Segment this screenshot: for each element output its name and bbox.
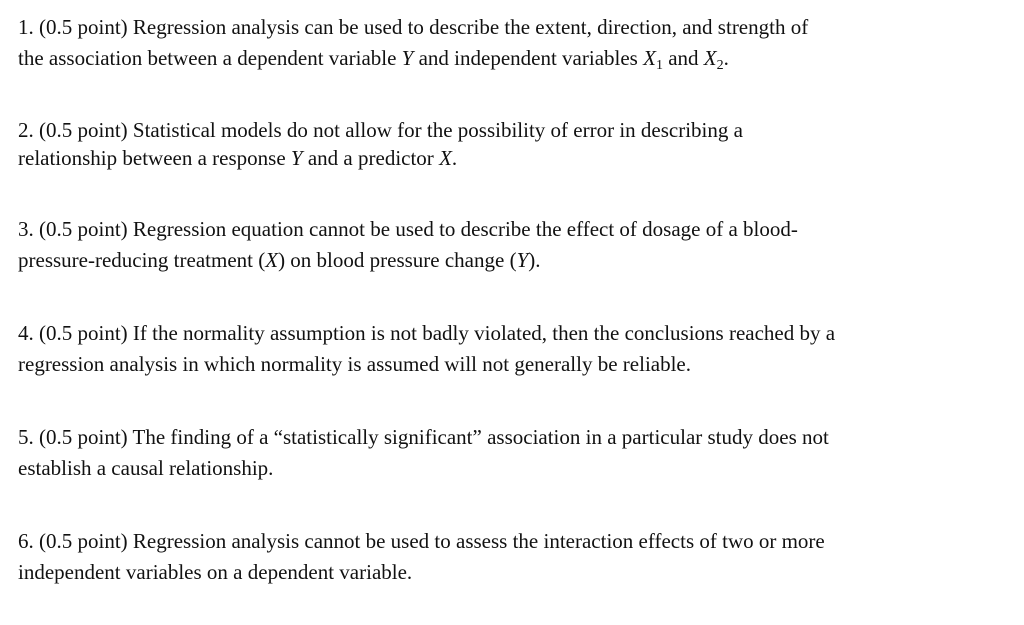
q2-text-mid: and a predictor <box>302 146 440 170</box>
question-4-line-2: regression analysis in which normality is assumed will not generally be reliable. <box>18 352 692 376</box>
question-1 <box>18 12 1008 74</box>
question-6-line-1: 6. (0.5 point) Regression analysis cannot be used to assess the interaction effects of two or more <box>18 529 825 553</box>
q2-var-y: Y <box>290 146 303 170</box>
q1-subscript-2: 2 <box>716 58 724 73</box>
q1-text-end: . <box>723 46 729 70</box>
q3-text-end: ). <box>528 248 541 272</box>
question-1-line-1: 1. (0.5 point) Regression analysis can be used to describe the extent, direction, and strength of <box>18 15 809 39</box>
q1-text-mid: and independent variables <box>413 46 644 70</box>
question-3-line-2 <box>18 245 1008 276</box>
question-6-line-2: independent variables on a dependent variable. <box>18 560 413 584</box>
question-6 <box>18 526 1008 588</box>
q3-text-mid: ) on blood pressure change ( <box>278 248 517 272</box>
q1-var-y: Y <box>401 46 414 70</box>
q1-text-and: and <box>662 46 704 70</box>
q1-var-x2: X <box>703 46 717 70</box>
question-2-line-2 <box>18 144 1008 172</box>
question-4 <box>18 318 1008 380</box>
q3-var-y: Y <box>516 248 529 272</box>
q3-text-pre: pressure-reducing treatment ( <box>18 248 266 272</box>
question-list <box>18 12 1008 588</box>
question-5 <box>18 422 1008 484</box>
question-2 <box>18 116 1008 172</box>
question-3-line-1: 3. (0.5 point) Regression equation cannot be used to describe the effect of dosage of a blood- <box>18 217 798 241</box>
question-1-line-2 <box>18 43 1008 74</box>
question-5-line-1: 5. (0.5 point) The finding of a “statistically significant” association in a particular study does not <box>18 425 829 449</box>
q1-var-x1: X <box>643 46 656 70</box>
q2-text-end: . <box>451 146 458 170</box>
question-3 <box>18 214 1008 276</box>
question-5-line-2: establish a causal relationship. <box>18 456 274 480</box>
question-4-line-1: 4. (0.5 point) If the normality assumption is not badly violated, then the conclusions reached by a <box>18 321 836 345</box>
q2-var-x: X <box>439 146 452 170</box>
question-2-line-1: 2. (0.5 point) Statistical models do not allow for the possibility of error in describing a <box>18 118 743 142</box>
q1-subscript-1: 1 <box>655 58 663 73</box>
q1-text-pre: the association between a dependent variable <box>18 46 402 70</box>
q3-var-x: X <box>265 248 279 272</box>
q2-text-pre: relationship between a response <box>18 146 291 170</box>
